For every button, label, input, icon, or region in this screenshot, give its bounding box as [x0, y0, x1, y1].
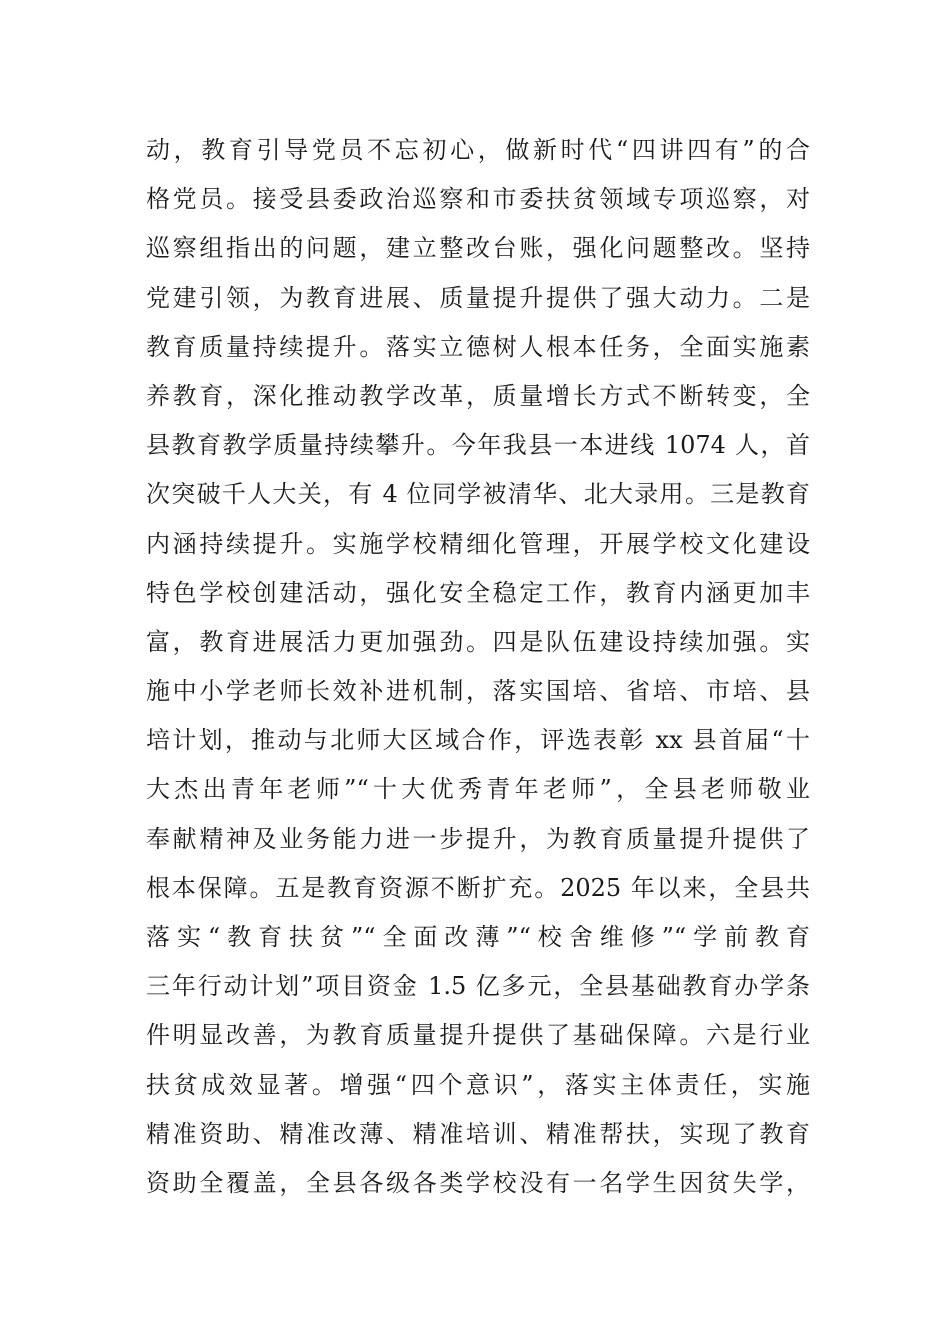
text-line: 巡察组指出的问题，建立整改台账，强化问题整改。坚持: [146, 234, 810, 263]
text-line: 大杰出青年老师”“十大优秀青年老师”，全县老师敬业: [146, 775, 810, 804]
body-paragraph: [146, 126, 810, 1208]
text-line: 件明显改善，为教育质量提升提供了基础保障。六是行业: [146, 1021, 810, 1050]
text-line: 精准资助、精准改薄、精准培训、精准帮扶，实现了教育: [146, 1119, 810, 1148]
text-line: 资助全覆盖，全县各级各类学校没有一名学生因贫失学，: [146, 1168, 810, 1197]
text-line: 格党员。接受县委政治巡察和市委扶贫领域专项巡察，对: [146, 185, 810, 214]
text-line: 施中小学老师长效补进机制，落实国培、省培、市培、县: [146, 677, 810, 706]
text-line: 次突破千人大关，有 4 位同学被清华、北大录用。三是教育: [146, 480, 810, 509]
text-line: 县教育教学质量持续攀升。今年我县一本进线 1074 人，首: [146, 431, 810, 460]
text-line: 三年行动计划”项目资金 1.5 亿多元，全县基础教育办学条: [146, 972, 810, 1001]
text-line: 扶贫成效显著。增强“四个意识”，落实主体责任，实施: [146, 1070, 810, 1099]
text-line: 培计划，推动与北师大区域合作，评选表彰 xx 县首届“十: [146, 726, 810, 755]
text-line: 富，教育进展活力更加强劲。四是队伍建设持续加强。实: [146, 627, 810, 656]
text-line: 内涵持续提升。实施学校精细化管理，开展学校文化建设: [146, 529, 810, 558]
text-line: 特色学校创建活动，强化安全稳定工作，教育内涵更加丰: [146, 578, 810, 607]
text-line: 养教育，深化推动教学改革，质量增长方式不断转变，全: [146, 381, 810, 410]
text-line: 教育质量持续提升。落实立德树人根本任务，全面实施素: [146, 332, 810, 361]
text-line: 根本保障。五是教育资源不断扩充。2025 年以来，全县共: [146, 873, 810, 902]
text-line: 党建引领，为教育进展、质量提升提供了强大动力。二是: [146, 283, 810, 312]
text-line: 动，教育引导党员不忘初心，做新时代“四讲四有”的合: [146, 136, 810, 164]
text-line: 落实“教育扶贫”“全面改薄”“校舍维修”“学前教育: [146, 923, 810, 951]
text-line: 奉献精神及业务能力进一步提升，为教育质量提升提供了: [146, 824, 810, 853]
